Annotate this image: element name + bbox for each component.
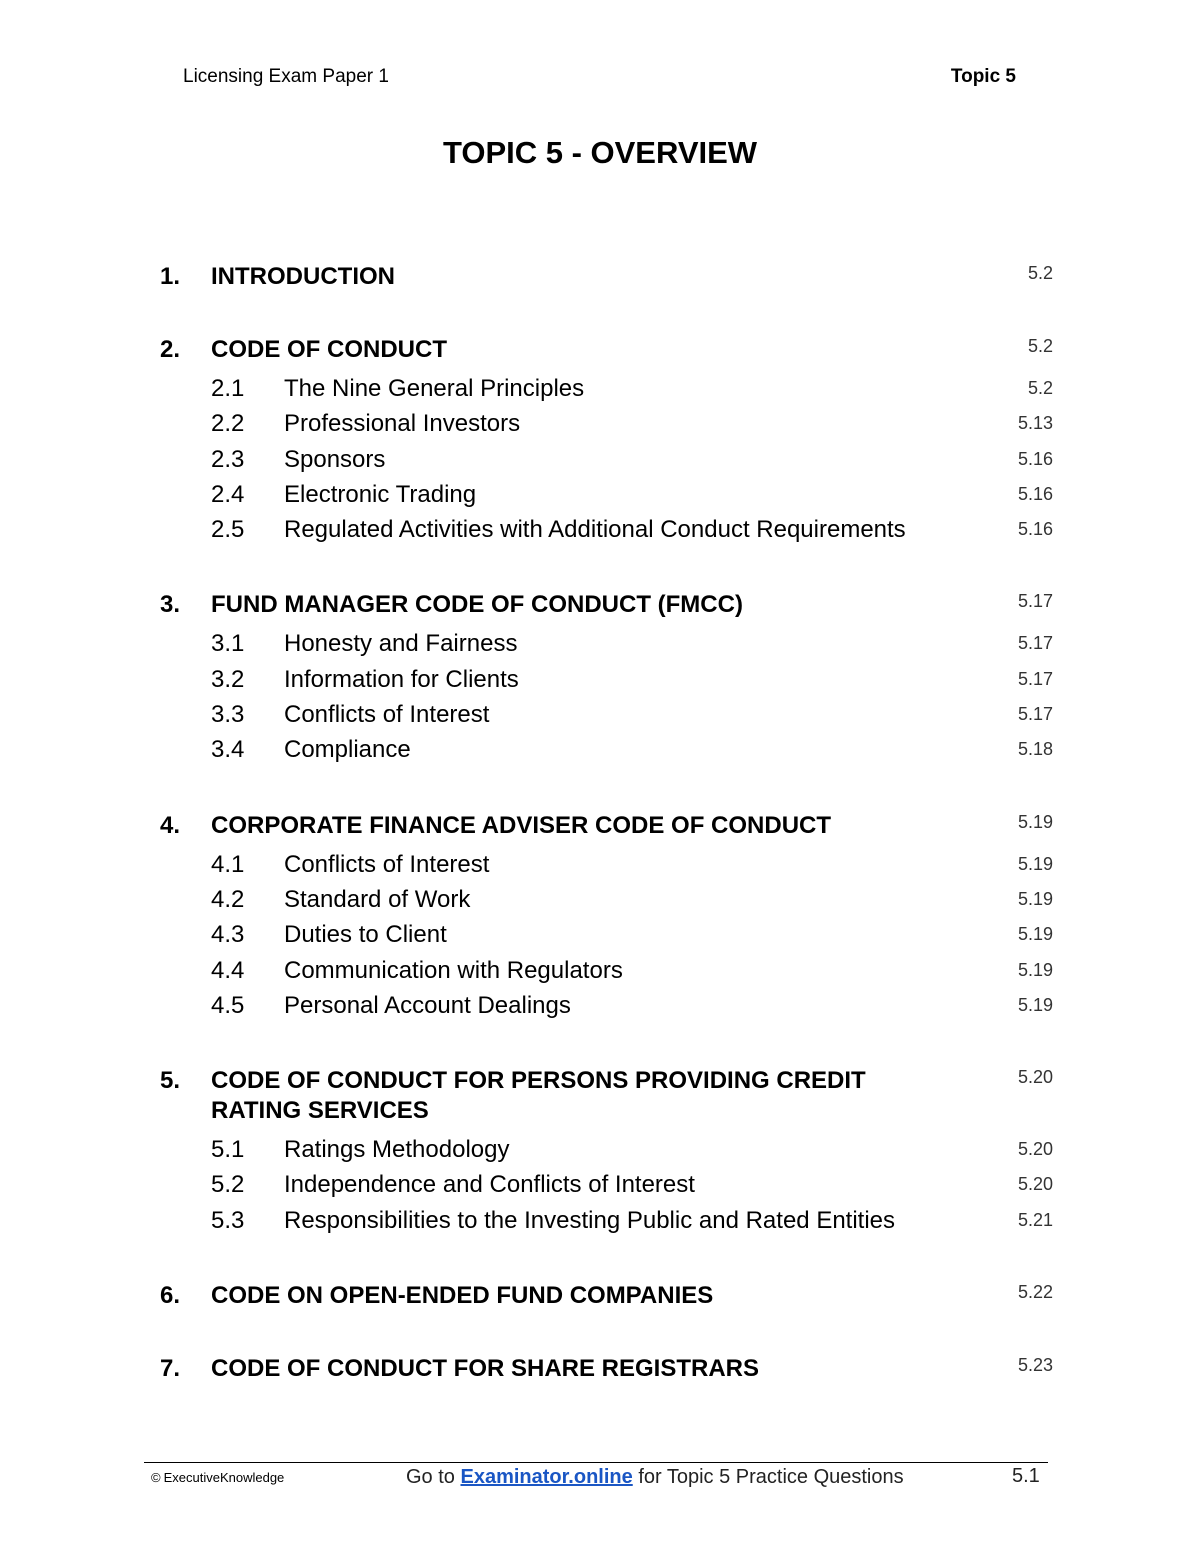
subsection-page-number: 5.16: [1017, 519, 1053, 540]
toc-subsection[interactable]: [160, 406, 1055, 441]
subsection-page-number: 5.21: [1017, 1209, 1053, 1230]
section-title: FUND MANAGER CODE OF CONDUCT (FMCC): [211, 591, 743, 619]
section-page-number: 5.19: [1017, 811, 1053, 832]
section-number: 5.: [160, 1067, 181, 1095]
subsection-number: 3.3: [211, 701, 245, 729]
section-title: CORPORATE FINANCE ADVISER CODE OF CONDUCT: [211, 811, 832, 839]
subsection-page-number: 5.16: [1017, 483, 1053, 504]
subsection-number: 2.1: [211, 375, 245, 402]
section-page-number: 5.23: [1017, 1355, 1053, 1376]
toc-subsection[interactable]: [160, 917, 1055, 952]
toc-subsection[interactable]: [160, 847, 1055, 882]
subsection-page-number: 5.19: [1017, 853, 1053, 874]
toc-subsection[interactable]: [160, 988, 1055, 1023]
section-page-number: 5.20: [1017, 1067, 1053, 1088]
subsection-title: Compliance: [284, 736, 411, 764]
subsection-title: Standard of Work: [284, 885, 471, 913]
toc-subsection[interactable]: [160, 953, 1055, 988]
subsection-page-number: 5.18: [1017, 739, 1053, 760]
section-title: INTRODUCTION: [211, 263, 395, 290]
toc-section: [160, 1066, 1055, 1238]
subsection-title: Conflicts of Interest: [284, 850, 490, 878]
subsection-title: Communication with Regulators: [284, 956, 623, 984]
subsection-title: Duties to Client: [284, 921, 447, 949]
section-number: 7.: [160, 1355, 181, 1383]
toc-section-heading[interactable]: [160, 590, 1055, 620]
subsection-title: Honesty and Fairness: [284, 630, 518, 658]
toc-section: [160, 335, 1055, 547]
toc-subsection[interactable]: [160, 882, 1055, 917]
section-number: 6.: [160, 1282, 181, 1310]
subsection-page-number: 5.19: [1017, 924, 1053, 945]
subsection-title: Independence and Conflicts of Interest: [284, 1171, 695, 1199]
subsection-title: The Nine General Principles: [284, 375, 585, 402]
subsection-page-number: 5.16: [1017, 448, 1053, 469]
footer-promo: [406, 1466, 904, 1489]
subsection-number: 4.2: [211, 885, 245, 913]
subsection-page-number: 5.17: [1017, 668, 1053, 689]
toc-subsection[interactable]: [160, 1167, 1055, 1202]
examinator-link[interactable]: Examinator.online: [460, 1466, 633, 1488]
subsection-number: 2.2: [211, 410, 245, 438]
footer-copyright: [151, 1470, 284, 1485]
page-title: TOPIC 5 - OVERVIEW: [442, 135, 758, 170]
toc-subsection[interactable]: [160, 697, 1055, 732]
subsection-number: 5.3: [211, 1206, 245, 1234]
toc-section-heading[interactable]: [160, 1354, 1055, 1384]
toc-subsection[interactable]: [160, 442, 1055, 477]
toc-section: [160, 1281, 1055, 1311]
footer-prefix: Go to: [406, 1466, 455, 1488]
copyright-text: ExecutiveKnowledge: [163, 1470, 285, 1485]
footer-suffix: for Topic 5 Practice Questions: [638, 1466, 904, 1488]
subsection-page-number: 5.20: [1017, 1139, 1053, 1160]
toc-subsection[interactable]: [160, 662, 1055, 697]
section-number: 4.: [160, 811, 181, 839]
subsection-title: Regulated Activities with Additional Conduct Requirements: [284, 516, 906, 544]
section-page-number: 5.22: [1017, 1282, 1053, 1303]
toc-section-heading[interactable]: [160, 1066, 1055, 1126]
subsection-title: Conflicts of Interest: [284, 701, 490, 729]
toc-section-heading[interactable]: [160, 335, 1055, 365]
section-page-number: 5.2: [1027, 263, 1053, 283]
toc-section: [160, 1354, 1055, 1384]
subsection-number: 5.2: [211, 1171, 245, 1199]
section-title: CODE OF CONDUCT: [211, 336, 447, 363]
subsection-page-number: 5.2: [1027, 378, 1053, 398]
subsection-title: Responsibilities to the Investing Public and Rated Entities: [284, 1206, 896, 1234]
subsection-number: 4.3: [211, 921, 245, 949]
header-right: Topic 5: [950, 66, 1016, 87]
subsection-page-number: 5.20: [1017, 1174, 1053, 1195]
toc-subsection[interactable]: [160, 512, 1055, 547]
subsection-number: 3.1: [211, 630, 245, 658]
toc-section: [160, 811, 1055, 1023]
subsection-page-number: 5.13: [1017, 413, 1053, 434]
subsection-number: 3.2: [211, 665, 245, 693]
header-left: Licensing Exam Paper 1: [183, 66, 389, 87]
subsection-title: Professional Investors: [284, 410, 521, 438]
subsection-page-number: 5.19: [1017, 959, 1053, 980]
section-number: 3.: [160, 591, 181, 619]
subsection-number: 3.4: [211, 736, 245, 764]
subsection-page-number: 5.19: [1017, 994, 1053, 1015]
toc-subsection[interactable]: [160, 732, 1055, 767]
section-page-number: 5.17: [1017, 591, 1053, 612]
subsection-number: 2.3: [211, 445, 245, 473]
toc-subsection[interactable]: [160, 1132, 1055, 1167]
subsection-title: Personal Account Dealings: [284, 991, 571, 1019]
section-page-number: 5.2: [1027, 336, 1053, 356]
toc-section: [160, 262, 1055, 292]
subsection-title: Information for Clients: [284, 665, 519, 693]
section-title: CODE ON OPEN-ENDED FUND COMPANIES: [211, 1282, 714, 1310]
toc-subsection[interactable]: [160, 626, 1055, 661]
toc-section-heading[interactable]: [160, 1281, 1055, 1311]
toc-subsection[interactable]: [160, 1203, 1055, 1238]
footer-divider: [144, 1462, 1048, 1463]
toc-section: [160, 590, 1055, 767]
subsection-title: Ratings Methodology: [284, 1136, 510, 1164]
subsection-page-number: 5.17: [1017, 633, 1053, 654]
table-of-contents: [160, 262, 1055, 1427]
subsection-title: Sponsors: [284, 445, 386, 473]
subsection-page-number: 5.19: [1017, 888, 1053, 909]
toc-section-heading[interactable]: [160, 262, 1055, 292]
footer-page-number: 5.1: [1012, 1465, 1040, 1487]
subsection-number: 4.5: [211, 991, 245, 1019]
subsection-page-number: 5.17: [1017, 704, 1053, 725]
subsection-number: 2.4: [211, 480, 245, 508]
section-number: 1.: [160, 263, 181, 290]
subsection-number: 4.1: [211, 850, 245, 878]
subsection-number: 2.5: [211, 516, 245, 544]
section-title: CODE OF CONDUCT FOR PERSONS PROVIDING CREDIT RATING SERVICES: [211, 1067, 866, 1125]
subsection-number: 4.4: [211, 956, 245, 984]
toc-subsection[interactable]: [160, 371, 1055, 406]
subsection-title: Electronic Trading: [284, 480, 477, 508]
subsection-number: 5.1: [211, 1136, 245, 1164]
toc-subsection[interactable]: [160, 477, 1055, 512]
section-title: CODE OF CONDUCT FOR SHARE REGISTRARS: [211, 1355, 760, 1383]
toc-section-heading[interactable]: [160, 811, 1055, 841]
section-number: 2.: [160, 336, 181, 363]
copyright-icon: ©: [151, 1470, 161, 1485]
